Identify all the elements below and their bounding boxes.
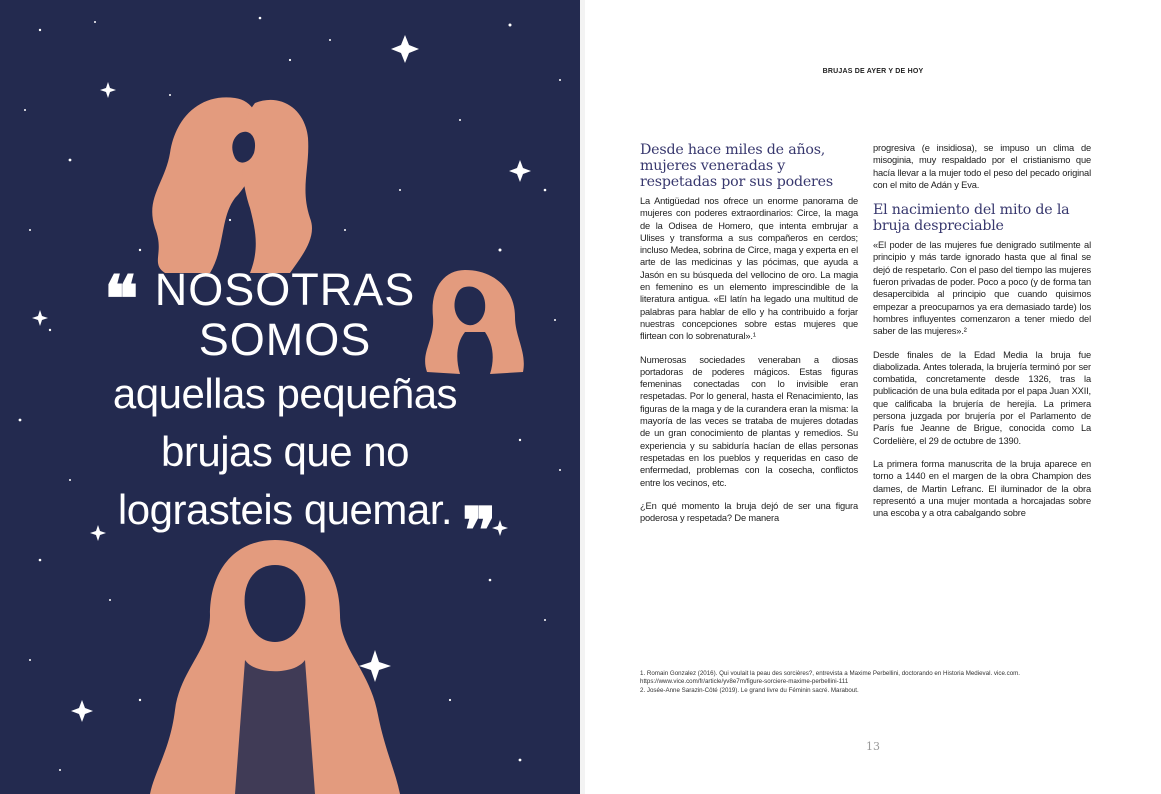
paragraph-3: ¿En qué momento la bruja dejó de ser una figura poderosa y respetada? De manera xyxy=(640,500,858,524)
paragraph-4: progresiva (e insidiosa), se impuso un clima de misoginia, muy respaldado por el cristianismo que hacía llevar a la mujer todo el peso del pecado original con el mito de Adán y Eva. xyxy=(873,143,1091,190)
woman-illustration-bottom xyxy=(150,530,400,794)
paragraph-5: «El poder de las mujeres fue denigrado sutilmente al principio y más tarde ignorado hasta que al final se dejó de respetarlo. Con el paso del tiempo las mujeres fueron privadas de poder. Poco a poco (y de forma tan desapercibida al principio que cuando quisimos empezar a preocuparnos ya era demasiado tarde) los hombres influyentes comenzaron a tener miedo del saber de las mujeres».² xyxy=(873,240,1091,337)
quote-line-1: NOSOTRAS xyxy=(154,264,416,315)
quote-line-5: lograsteis quemar. xyxy=(117,486,453,533)
open-quote-mark: ❝ xyxy=(104,262,139,337)
section-heading-1: Desde hace miles de años, mujeres veneradas y respetadas por sus poderes xyxy=(640,142,833,190)
quote-line-2: SOMOS xyxy=(198,314,372,365)
text-page xyxy=(585,0,1161,794)
running-head: BRUJAS DE AYER Y DE HOY xyxy=(822,68,924,75)
paragraph-1: La Antigüedad nos ofrece un enorme panorama de mujeres con poderes extraordinarios: Circe, la maga de la Odisea de Homero, que intenta embrujar a Ulises y transforma a sus compañeros en cerdos; incluso Medea, sobrina de Circe, maga y experta en el arte de las medicinas y las pócimas, que ayuda a Jasón en su búsqueda del vellocino de oro. La magia en femenino es un elemento imprescindible de la literatura antigua. «El latín ha legado una multitud de palabras para hablar de ello y ha contribuido a forjar nuestras concepciones sobre estas mujeres que flirtean con lo sobrenatural».¹ xyxy=(640,196,858,342)
footnote-1: 1. Romain Gonzalez (2016). Qui voulait la peau des sorcières?, entrevista a Maxime Perbellini, doctorando en Historia Medieval. vice.com. https://www.vice.com/fr/article/yv8e7m/figure-sorciere-maxime-perbellini-111 xyxy=(640,670,1021,686)
quote-line-4: brujas que no xyxy=(160,428,410,475)
illustration-page xyxy=(0,0,580,794)
page-number: 13 xyxy=(866,740,880,753)
paragraph-7: La primera forma manuscrita de la bruja aparece en torno a 1440 en el margen de la obra Champion des dames, de Martin Lefranc. El iluminador de la obra representó a una mujer montada a horcajadas sobre una escoba y a otra cabalgando sobre xyxy=(873,458,1091,519)
text-column-right xyxy=(873,142,1091,519)
quote-line-3: aquellas pequeñas xyxy=(112,370,458,417)
text-column-left xyxy=(640,142,858,524)
paragraph-6: Desde finales de la Edad Media la bruja fue diabolizada. Antes tolerada, la brujería terminó por ser combatida, concretamente desde 1326, tras la publicación de una bula editada por el papa Juan XXII, que calificaba la brujería de herejía. La primera persona juzgada por brujería por el Parlamento de París fue Jeanne de Brigue, conocida como La Cordelière, el 29 de octubre de 1390. xyxy=(873,349,1091,446)
footnote-2: 2. Josée-Anne Sarazin-Côté (2019). Le grand livre du Féminin sacré. Marabout. xyxy=(640,686,859,694)
paragraph-2: Numerosas sociedades veneraban a diosas portadoras de poderes mágicos. Estas figuras femeninas conectadas con lo invisible eran respetadas. Por lo general, hasta el Renacimiento, las figuras de la maga y de la curandera eran la misma: la mayoría de las veces se trataba de mujeres dotadas de un gran conocimiento de plantas y remedios. Su experiencia y su sabiduría hacían de ellas personas respetadas en los pueblos y requeridas en caso de enfermedad, problemas con la cosecha, conflictos entre los vecinos, etc. xyxy=(640,354,858,488)
section-heading-2: El nacimiento del mito de la bruja despreciable xyxy=(873,202,1070,235)
footnotes xyxy=(640,670,1100,695)
close-quote-mark: ❞ xyxy=(462,494,497,569)
woman-illustration-top xyxy=(140,88,325,278)
pull-quote xyxy=(95,262,475,539)
